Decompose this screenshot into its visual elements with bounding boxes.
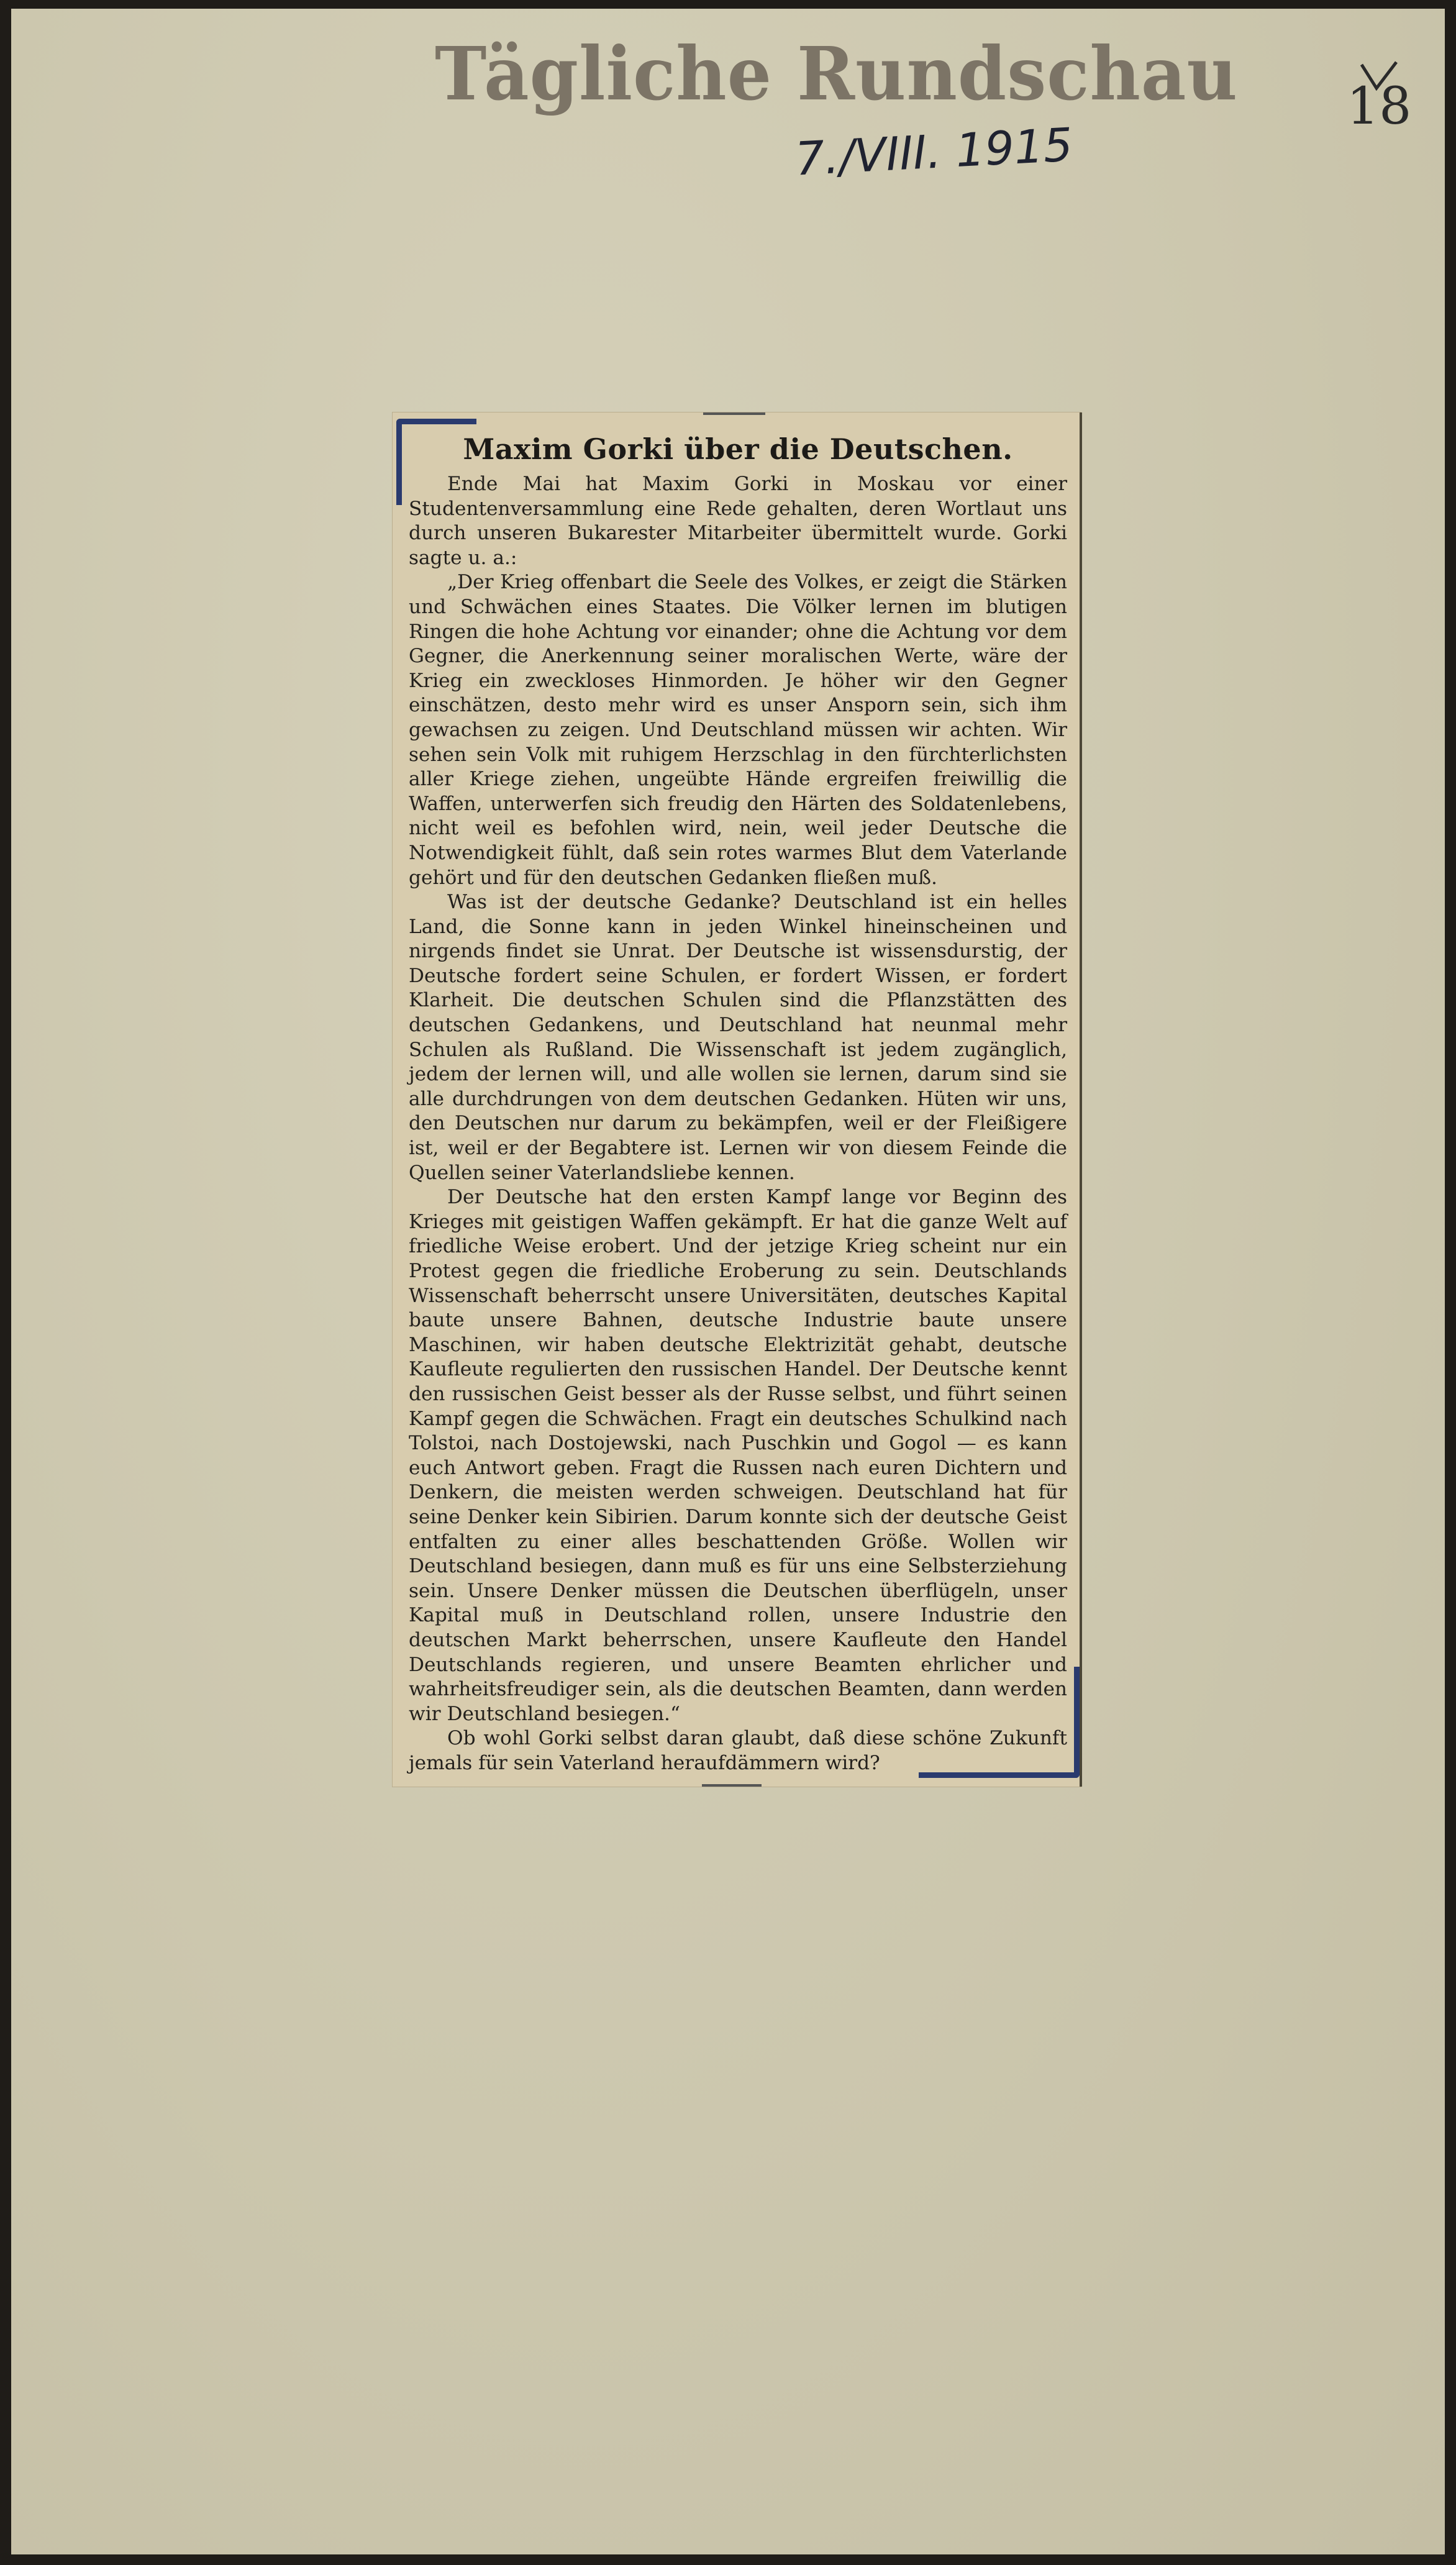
clipping-right-edge — [1080, 412, 1082, 1787]
article-paragraph-1: Ende Mai hat Maxim Gorki in Moskau vor einer Studentenversammlung eine Rede gehalten, deren Wortlaut uns durch unseren Bukarester Mitarbeiter übermittelt wurde. Gorki sagte u. a.: — [409, 473, 1067, 569]
top-rule — [703, 412, 765, 415]
page-number: 18 — [1347, 77, 1412, 136]
bottom-rule — [702, 1784, 762, 1787]
article-paragraph-3: Was ist der deutsche Gedanke? Deutschland ist ein helles Land, die Sonne kann in jeden Winkel hineinscheinen und nirgends findet sie Unrat. Der Deutsche ist wissensdurstig, der Deutsche fordert seine Schulen, er fordert Wissen, er fordert Klarheit. Die deutschen Schulen sind die Pflanzstätten des deutschen Gedankens, und Deutschland hat neunmal mehr Schulen als Rußland. Die Wissenschaft ist jedem zugänglich, jedem der lernen will, und alle wollen sie lernen, darum sind sie alle durchdrungen von dem deutschen Gedanken. Hüten wir uns, den Deutschen nur darum zu bekämpfen, weil er der Fleißigere ist, weil er der Begabtere ist. Lernen wir von diesem Feinde die Quellen seiner Vaterlandsliebe kennen. — [409, 891, 1067, 1184]
handwritten-date: 7./VIII. 1915 — [794, 118, 1074, 186]
archive-sheet — [11, 9, 1445, 2554]
article-body — [409, 430, 1067, 1777]
article-headline: Maxim Gorki über die Deutschen. — [463, 432, 1013, 466]
article-paragraph-5: Ob wohl Gorki selbst daran glaubt, daß diese schöne Zukunft jemals für sein Vaterland heraufdämmern wird? — [409, 1727, 1067, 1774]
newspaper-stamp: Tägliche Rundschau — [435, 31, 1238, 117]
article-paragraph-2: „Der Krieg offenbart die Seele des Volkes, er zeigt die Stärken und Schwächen eines Staates. Die Völker lernen im blutigen Ringen die hohe Achtung vor einander; ohne die Achtung vor dem Gegner, die Anerkennung seiner moralischen Werte, wäre der Krieg ein zweckloses Hinmorden. Je höher wir den Gegner einschätzen, desto mehr wird es unser Ansporn sein, sich ihm gewachsen zu zeigen. Und Deutschland müssen wir achten. Wir sehen sein Volk mit ruhigem Herzschlag in den fürchterlichsten aller Kriege ziehen, ungeübte Hände ergreifen freiwillig die Waffen, unterwerfen sich freudig den Härten des Soldatenlebens, nicht weil es befohlen wird, nein, weil jeder Deutsche die Notwendigkeit fühlt, daß sein rotes warmes Blut dem Vaterlande gehört und für den deutschen Gedanken fließen muß. — [409, 571, 1067, 889]
article-paragraph-4: Der Deutsche hat den ersten Kampf lange vor Beginn des Krieges mit geistigen Waffen gekämpft. Er hat die ganze Welt auf friedliche Weise erobert. Und der jetzige Krieg scheint nur ein Protest gegen die friedliche Eroberung zu sein. Deutschlands Wissenschaft beherrscht unsere Universitäten, deutsches Kapital baute unsere Bahnen, deutsche Industrie baute unsere Maschinen, wir haben deutsche Elektrizität gehabt, deutsche Kaufleute regulierten den russischen Handel. Der Deutsche kennt den russischen Geist besser als der Russe selbst, und führt seinen Kampf gegen die Schwächen. Fragt ein deutsches Schulkind nach Tolstoi, nach Dostojewski, nach Puschkin und Gogol — es kann euch Antwort geben. Fragt die Russen nach euren Dichtern und Denkern, die meisten werden schweigen. Deutschland hat für seine Denker kein Sibirien. Darum konnte sich der deutsche Geist entfalten zu einer alles beschattenden Größe. Wollen wir Deutschland besiegen, dann muß es für uns eine Selbsterziehung sein. Unsere Denker müssen die Deutschen überflügeln, unser Kapital muß in Deutschland rollen, unsere Industrie den deutschen Markt beherrschen, unsere Kaufleute den Handel Deutschlands regieren, und unsere Beamten ehrlicher und wahrheitsfreudiger sein, als die deutschen Beamten, dann werden wir Deutschland besiegen.“ — [409, 1186, 1067, 1725]
newspaper-clipping — [393, 412, 1081, 1787]
